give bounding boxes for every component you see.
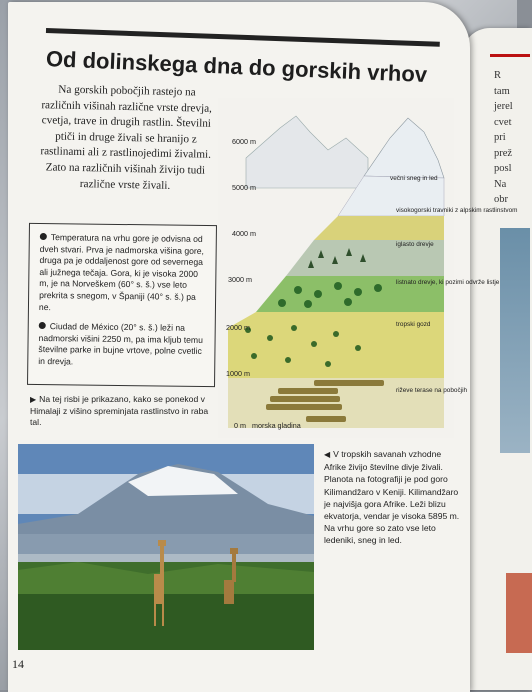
right-fragment: Na bbox=[494, 178, 507, 190]
altitude-label: 5000 m bbox=[232, 183, 256, 192]
info-paragraph-1: Temperatura na vrhu gore je odvisna od dveh stvari. Prva je nadmorska višina gore, druga pa je oddaljenost gore od severnega ali južnega tečaja. Gora, ki je visoka 2000 m, je na Norveškem (60° s. š.) vse leto prekrita s snegom, v Španiji (40° s. š.) pa ne. bbox=[38, 232, 205, 312]
arrow-left-icon: ◀ bbox=[324, 450, 331, 459]
right-page bbox=[462, 28, 532, 690]
bullet-icon bbox=[39, 322, 46, 329]
zone-label: listnato drevje, ki pozimi odvrže listje bbox=[396, 279, 500, 286]
kilimanjaro-photo bbox=[18, 444, 314, 650]
photo-svg bbox=[18, 444, 314, 650]
info-box bbox=[27, 223, 217, 387]
right-page-photo-edge bbox=[506, 573, 532, 653]
right-fragment: cvet bbox=[494, 116, 512, 128]
altitude-label: 6000 m bbox=[232, 137, 256, 146]
altitude-label: 1000 m bbox=[226, 369, 250, 378]
altitude-label: 3000 m bbox=[228, 275, 252, 284]
zone-label: visokogorski travniki z alpskim rastlinstvom bbox=[396, 207, 518, 214]
zone-label: tropski gozd bbox=[396, 321, 431, 328]
altitude-label: 4000 m bbox=[232, 229, 256, 238]
right-fragment: posl bbox=[494, 163, 512, 174]
sea-level-label: morska gladina bbox=[252, 421, 301, 430]
right-fragment: jerel bbox=[494, 101, 513, 112]
title-rule bbox=[46, 28, 440, 47]
right-page-rule bbox=[490, 54, 530, 57]
photo-caption: ◀ V tropskih savanah vzhodne Afrike živijo številne divje živali. Planota na fotografiji je pod goro Kilimandžaro v Keniji. Kilimandžaro je najvišja gora Afrike. Leži blizu ekvatorja, vendar je visoka 5895 m. Na vrhu gore so zato vse leto ledeniki, sneg in led. bbox=[324, 449, 460, 546]
zone-label: večni sneg in led bbox=[390, 175, 438, 182]
right-fragment: R bbox=[494, 70, 502, 81]
page-number: 14 bbox=[12, 657, 24, 671]
arrow-right-icon: ▶ bbox=[30, 395, 37, 404]
zone-label: riževe terase na pobočjih bbox=[396, 387, 468, 394]
page-title: Od dolinskega dna do gorskih vrhov bbox=[45, 46, 428, 87]
zone-label: iglasto drevje bbox=[396, 241, 434, 248]
right-fragment: pri bbox=[494, 132, 506, 143]
info-paragraph-2: Ciudad de México (20° s. š.) leži na nadmorski višini 2250 m, pa ima kljub temu številne parke in bujne vrtove, polne cvetlic in drevja. bbox=[38, 321, 203, 367]
right-fragment: tam bbox=[494, 85, 510, 97]
altitude-label: 2000 m bbox=[226, 323, 250, 332]
altitude-label: 0 m bbox=[234, 421, 246, 430]
right-fragment: obr bbox=[494, 194, 508, 205]
intro-paragraph: Na gorskih pobočjih rastejo na različnih višinah različne vrste drevja, cvetja, trave in drugih rastlin. Številni ptiči in druge živali se hranijo z rastlinami ali z rastlinojedimi živalmi. Zato na različnih višinah živijo tudi različne vrste živali. bbox=[40, 83, 213, 192]
right-fragment: prež bbox=[494, 147, 513, 159]
bullet-icon bbox=[40, 233, 47, 240]
right-page-photo bbox=[500, 228, 530, 453]
right-page-text bbox=[494, 68, 513, 208]
diagram-caption: ▶ Na tej risbi je prikazano, kako se ponekod v Himalaji z višino spreminjata rastlinstvo in raba tal. bbox=[30, 394, 209, 427]
